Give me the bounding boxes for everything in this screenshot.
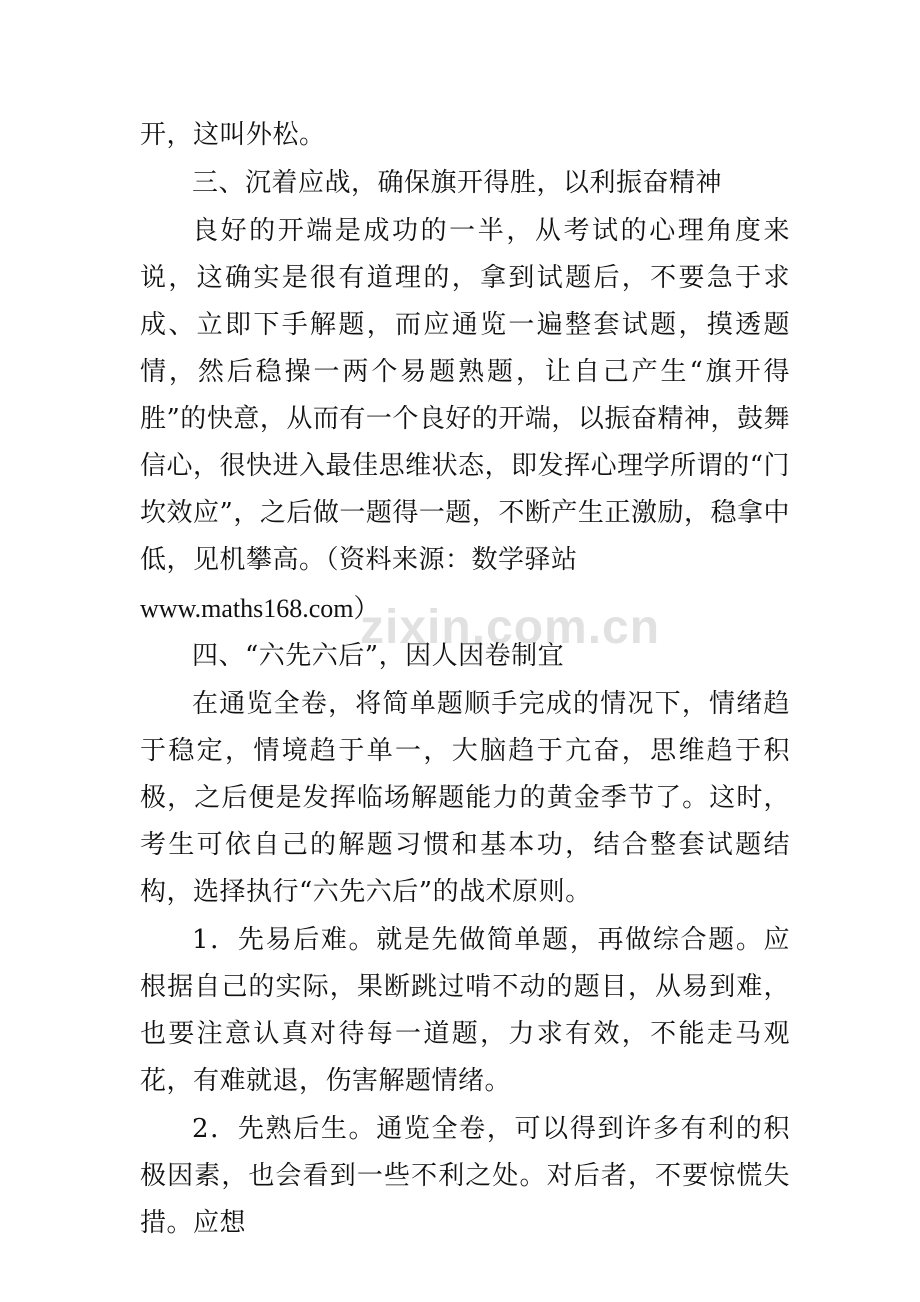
section-heading-four: 四、“六先六后”，因人因卷制宜 xyxy=(192,641,565,671)
list-item-easy-first: 1．先易后难。就是先做简单题，再做综合题。应根据自己的实际，果断跳过啃不动的题目，从易到难，也要注意认真对待每一道题，力求有效，不能走马观花，有难就退，伤害解题情绪。 xyxy=(140,925,790,1096)
source-url-line: www.maths168.com） xyxy=(140,594,380,623)
paragraph-overview: 在通览全卷，将简单题顺手完成的情况下，情绪趋于稳定，情境趋于单一，大脑趋于亢奋，思维趋于积极，之后便是发挥临场解题能力的黄金季节了。这时，考生可依自己的解题习惯和基本功，结合整套试题结构，选择执行“六先六后”的战术原则。 xyxy=(140,689,790,907)
watermark-logo: zixin.com.cn xyxy=(360,601,661,654)
paragraph-continuation: 开，这叫外松。 xyxy=(140,120,326,150)
section-heading-three: 三、沉着应战，确保旗开得胜，以利振奋精神 xyxy=(192,168,723,198)
paragraph-good-start: 良好的开端是成功的一半，从考试的心理角度来说，这确实是很有道理的，拿到试题后，不要急于求成、立即下手解题，而应通览一遍整套试题，摸透题情，然后稳操一两个易题熟题，让自己产生“旗开得胜”的快意，从而有一个良好的开端，以振奋精神，鼓舞信心，很快进入最佳思维状态，即发挥心理学所谓的“门坎效应”，之后做一题得一题，不断产生正激励，稳拿中低，见机攀高。（资料来源：数学驿站 xyxy=(140,216,790,575)
list-item-familiar-first: 2．先熟后生。通览全卷，可以得到许多有利的积极因素，也会看到一些不利之处。对后者，不要惊慌失措。应想 xyxy=(140,1114,790,1238)
document-body xyxy=(140,112,790,1248)
